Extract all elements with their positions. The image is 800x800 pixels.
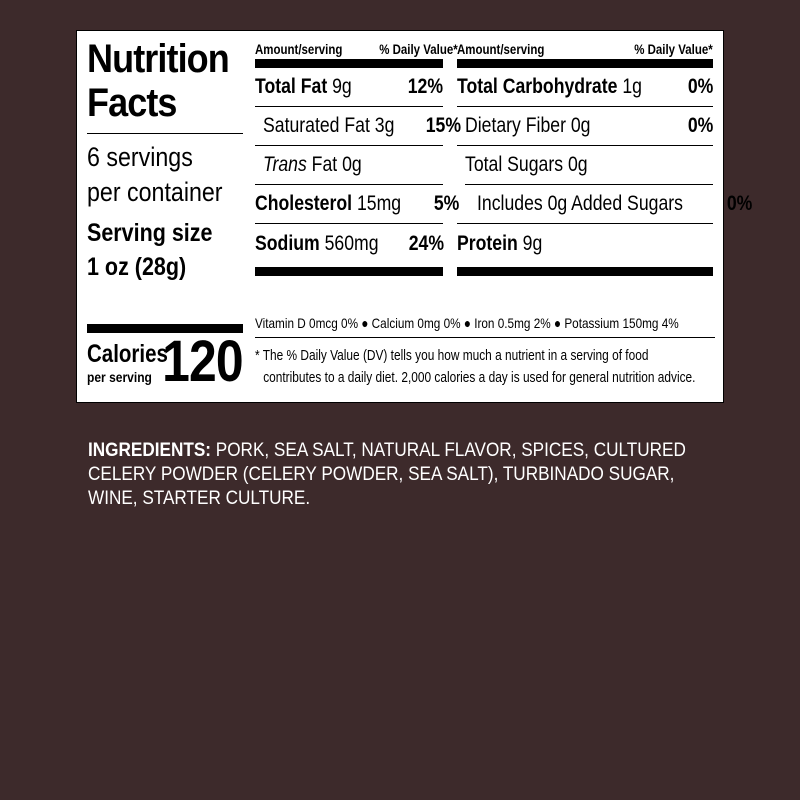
ingredients-label: INGREDIENTS: <box>88 439 211 461</box>
nutrient-row <box>457 107 713 146</box>
calories-row <box>87 329 243 394</box>
nutrient-name: Protein <box>457 231 518 255</box>
calories-value: 120 <box>162 329 243 394</box>
nutrient-name: Cholesterol <box>255 192 353 215</box>
footnote-line-2: contributes to a daily diet. 2,000 calories a day is used for general nutrition advice. <box>263 370 696 386</box>
nutrient-row <box>255 224 443 263</box>
servings-line-2: per container <box>87 177 223 207</box>
nutrient-dv: 12% <box>407 75 443 98</box>
nutrient-column-right <box>457 39 753 276</box>
nutrient-name: Includes 0g Added Sugars <box>477 192 683 215</box>
nutrient-amount: 1g <box>617 75 642 98</box>
calories-label: Calories <box>87 340 168 368</box>
thick-divider <box>255 267 443 276</box>
nutrient-row <box>457 68 713 107</box>
header-daily-value: % Daily Value* <box>378 41 458 57</box>
nutrient-row <box>457 185 753 224</box>
nutrient-column-left <box>255 39 462 276</box>
thick-divider <box>457 267 713 276</box>
nutrient-row <box>255 185 460 224</box>
nutrient-name: Saturated Fat 3g <box>263 114 395 137</box>
column-header <box>457 39 713 59</box>
servings-per-container <box>87 140 221 210</box>
divider <box>87 133 243 134</box>
nutrient-amount: 560mg <box>319 231 379 255</box>
vitamins-minerals: Vitamin D 0mcg 0% ● Calcium 0mg 0% ● Iron 0.5mg 2% ● Potassium 150mg 4% <box>255 315 679 331</box>
nutrient-name: Total Carbohydrate <box>457 75 618 98</box>
header-daily-value: % Daily Value* <box>634 41 713 57</box>
nutrition-left-panel <box>87 37 243 393</box>
serving-size <box>87 216 221 284</box>
nutrient-row <box>255 146 443 185</box>
column-header <box>255 39 458 59</box>
nutrition-facts-label <box>76 30 753 403</box>
nutrient-row <box>255 107 462 146</box>
thick-divider <box>255 59 443 68</box>
nutrient-amount: 9g <box>327 75 352 98</box>
nutrient-row <box>255 68 443 107</box>
nutrient-amount: 9g <box>517 231 543 255</box>
nutrient-amount: 15mg <box>352 192 402 215</box>
header-amount: Amount/serving <box>255 41 343 57</box>
nutrient-name: Dietary Fiber 0g <box>465 114 591 137</box>
ingredients-list: PORK, SEA SALT, NATURAL FLAVOR, SPICES, CULTURED <box>210 439 686 461</box>
ingredients-line-3: WINE, STARTER CULTURE. <box>88 487 311 509</box>
nutrient-dv: 24% <box>408 231 445 255</box>
nutrient-name-italic: Trans <box>263 153 307 176</box>
nutrient-dv: 15% <box>426 114 462 137</box>
nutrient-dv: 0% <box>727 192 753 215</box>
header-amount: Amount/serving <box>457 41 545 57</box>
nutrition-title <box>87 37 227 125</box>
calories-per-serving: per serving <box>87 369 152 385</box>
nutrient-row <box>465 146 713 185</box>
nutrient-name: Total Sugars 0g <box>465 153 588 176</box>
thick-divider <box>457 59 713 68</box>
daily-value-footnote <box>255 345 714 389</box>
footnote-line-1: * The % Daily Value (DV) tells you how much a nutrient in a serving of food <box>255 348 649 364</box>
nutrient-dv: 0% <box>687 114 713 137</box>
nutrient-dv: 5% <box>433 192 460 215</box>
divider <box>255 337 715 338</box>
nutrient-name: Fat 0g <box>306 153 362 176</box>
title-line-2: Facts <box>87 81 177 125</box>
ingredients-line-1 <box>88 438 695 462</box>
title-line-1: Nutrition <box>87 37 229 81</box>
servings-line-1: 6 servings <box>87 142 193 172</box>
nutrient-dv: 0% <box>687 75 713 98</box>
nutrient-row <box>457 224 713 263</box>
ingredients-line-2: CELERY POWDER (CELERY POWDER, SEA SALT), TURBINADO SUGAR, <box>88 463 675 485</box>
ingredients-text <box>88 438 695 510</box>
serving-size-value: 1 oz (28g) <box>87 253 187 281</box>
serving-size-label: Serving size <box>87 219 213 247</box>
nutrient-name: Total Fat <box>255 75 328 98</box>
nutrient-name: Sodium <box>255 231 320 255</box>
